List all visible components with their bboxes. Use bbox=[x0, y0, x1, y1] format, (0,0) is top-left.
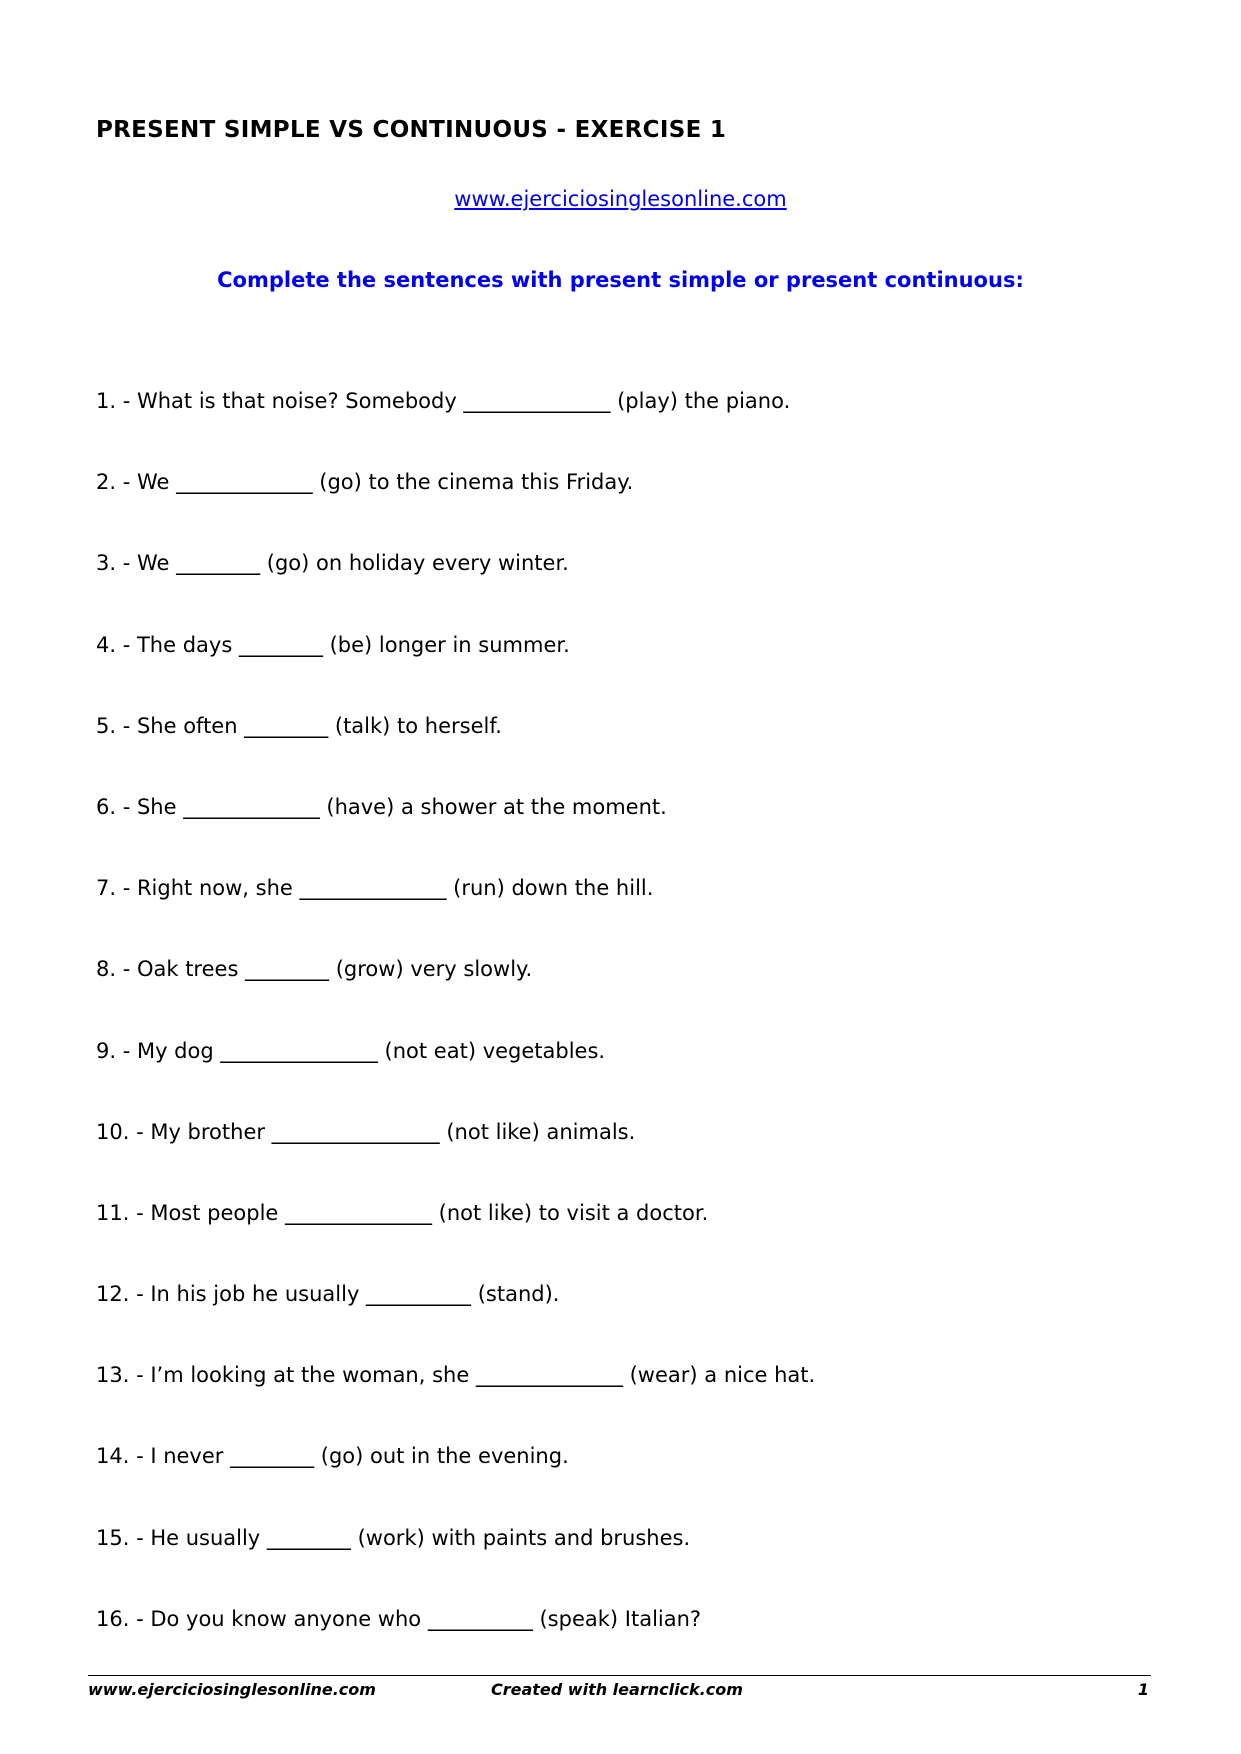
exercise-item: 8. - Oak trees ________ (grow) very slowly. bbox=[96, 957, 533, 982]
exercise-item: 15. - He usually ________ (work) with paints and brushes. bbox=[96, 1525, 691, 1550]
footer-site: www.ejerciciosinglesonline.com bbox=[88, 1680, 376, 1699]
site-link[interactable]: www.ejerciciosinglesonline.com bbox=[454, 187, 787, 211]
exercise-item: 12. - In his job he usually __________ (stand). bbox=[96, 1282, 560, 1307]
exercise-item: 5. - She often ________ (talk) to herself. bbox=[96, 713, 502, 738]
exercise-item: 2. - We _____________ (go) to the cinema this Friday. bbox=[96, 470, 634, 495]
exercise-item: 10. - My brother ________________ (not like) animals. bbox=[96, 1119, 636, 1144]
exercise-item: 13. - I’m looking at the woman, she ______________ (wear) a nice hat. bbox=[96, 1363, 816, 1388]
exercise-item: 4. - The days ________ (be) longer in summer. bbox=[96, 632, 570, 657]
exercise-item: 9. - My dog _______________ (not eat) vegetables. bbox=[96, 1038, 606, 1063]
exercise-item: 11. - Most people ______________ (not like) to visit a doctor. bbox=[96, 1200, 709, 1225]
instructions: Complete the sentences with present simple or present continuous: bbox=[217, 268, 1024, 292]
exercise-item: 7. - Right now, she ______________ (run) down the hill. bbox=[96, 876, 654, 901]
exercise-list bbox=[96, 389, 815, 1688]
page-title: PRESENT SIMPLE VS CONTINUOUS - EXERCISE 1 bbox=[96, 117, 727, 143]
exercise-item: 14. - I never ________ (go) out in the evening. bbox=[96, 1444, 569, 1469]
exercise-item: 3. - We ________ (go) on holiday every winter. bbox=[96, 551, 569, 576]
site-link-container bbox=[0, 187, 1241, 211]
exercise-item: 16. - Do you know anyone who __________ (speak) Italian? bbox=[96, 1606, 702, 1631]
exercise-item: 6. - She _____________ (have) a shower at the moment. bbox=[96, 794, 667, 819]
footer-credit: Created with learnclick.com bbox=[491, 1680, 743, 1699]
footer-divider bbox=[88, 1675, 1151, 1676]
footer-page-number: 1 bbox=[1137, 1680, 1149, 1699]
exercise-item: 1. - What is that noise? Somebody ______________ (play) the piano. bbox=[96, 389, 791, 413]
